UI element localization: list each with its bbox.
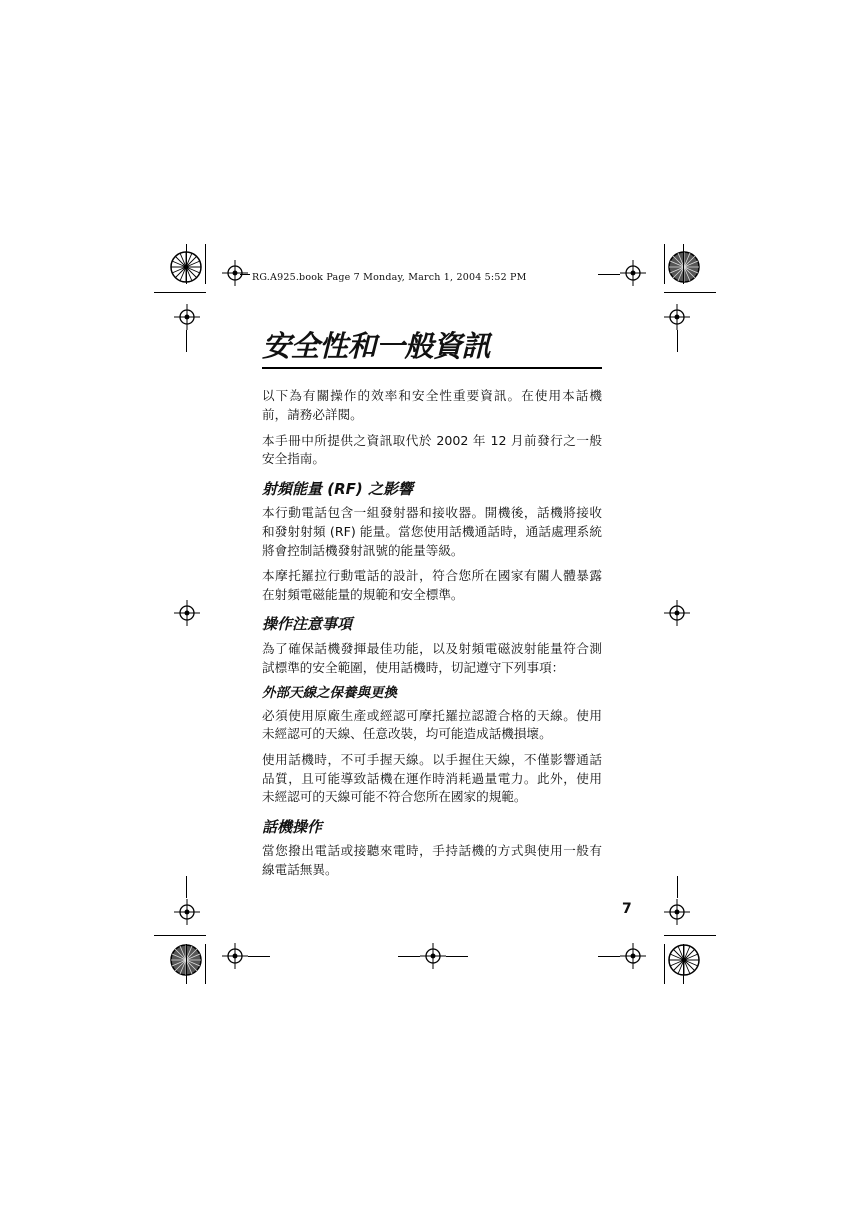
crosshair-icon [664, 600, 690, 626]
intro-paragraph: 本手冊中所提供之資訊取代於 2002 年 12 月前發行之一般安全指南。 [262, 432, 602, 467]
crosshair-icon [174, 304, 200, 330]
crop-mark [154, 935, 206, 936]
crop-mark [186, 330, 187, 352]
body-paragraph: 為了確保話機發揮最佳功能，以及射頻電磁波射能量符合測試標準的安全範圍，使用話機時，切記遵守下列事項： [262, 640, 602, 675]
crop-mark [664, 292, 716, 293]
page-number: 7 [622, 901, 632, 917]
page-title: 安全性和一般資訊 [262, 330, 602, 369]
page-content [262, 330, 602, 887]
crop-mark [677, 876, 678, 898]
body-paragraph: 使用話機時，不可手握天線。以手握住天線，不僅影響通話品質，且可能導致話機在運作時消耗過量電力。此外，使用未經認可的天線可能不符合您所在國家的規範。 [262, 752, 602, 805]
crosshair-icon [174, 600, 200, 626]
crop-mark [446, 956, 468, 957]
subsection-heading: 外部天線之保養與更換 [262, 685, 397, 702]
crop-mark [598, 956, 620, 957]
section-heading: 操作注意事項 [262, 615, 353, 634]
crop-mark [664, 935, 716, 936]
crosshair-icon [620, 260, 646, 286]
intro-paragraph: 以下為有關操作的效率和安全性重要資訊。在使用本話機前，請務必詳閱。 [262, 388, 602, 422]
crop-mark [186, 944, 187, 984]
section-heading: 話機操作 [262, 817, 323, 836]
body-paragraph: 本行動電話包含一組發射器和接收器。開機後，話機將接收和發射射頻 (RF) 能量。當您使用話機通話時，通話處理系統將會控制話機發射訊號的能量等級。 [262, 505, 602, 558]
crop-mark [683, 944, 684, 984]
crosshair-icon [222, 260, 248, 286]
crop-mark [683, 244, 684, 284]
crop-mark [240, 274, 250, 275]
crop-mark [598, 274, 620, 275]
print-info-header: RG.A925.book Page 7 Monday, March 1, 2004 5:52 PM [252, 272, 527, 283]
crop-mark [186, 876, 187, 898]
crosshair-icon [174, 899, 200, 925]
crosshair-icon [620, 943, 646, 969]
body-paragraph: 必須使用原廠生產或經認可摩托羅拉認證合格的天線。使用未經認可的天線、任意改裝，均可能造成話機損壞。 [262, 707, 602, 742]
crosshair-icon [420, 943, 446, 969]
crop-mark [186, 244, 187, 284]
crop-mark [664, 244, 665, 284]
crop-mark [664, 944, 665, 984]
registration-wheel-icon [667, 943, 701, 977]
crosshair-icon [664, 304, 690, 330]
registration-wheel-icon [667, 250, 701, 284]
crop-mark [154, 292, 206, 293]
crop-mark [205, 944, 206, 984]
crosshair-icon [664, 899, 690, 925]
body-paragraph: 當您撥出電話或接聽來電時，手持話機的方式與使用一般有線電話無異。 [262, 843, 602, 878]
body-paragraph: 本摩托羅拉行動電話的設計，符合您所在國家有關人體暴露在射頻電磁能量的規範和安全標準。 [262, 568, 602, 602]
crop-mark [677, 330, 678, 352]
crop-mark [205, 244, 206, 284]
crop-mark [398, 956, 420, 957]
crop-mark [248, 956, 270, 957]
crosshair-icon [222, 943, 248, 969]
section-heading: 射頻能量 (RF) 之影響 [262, 479, 413, 498]
